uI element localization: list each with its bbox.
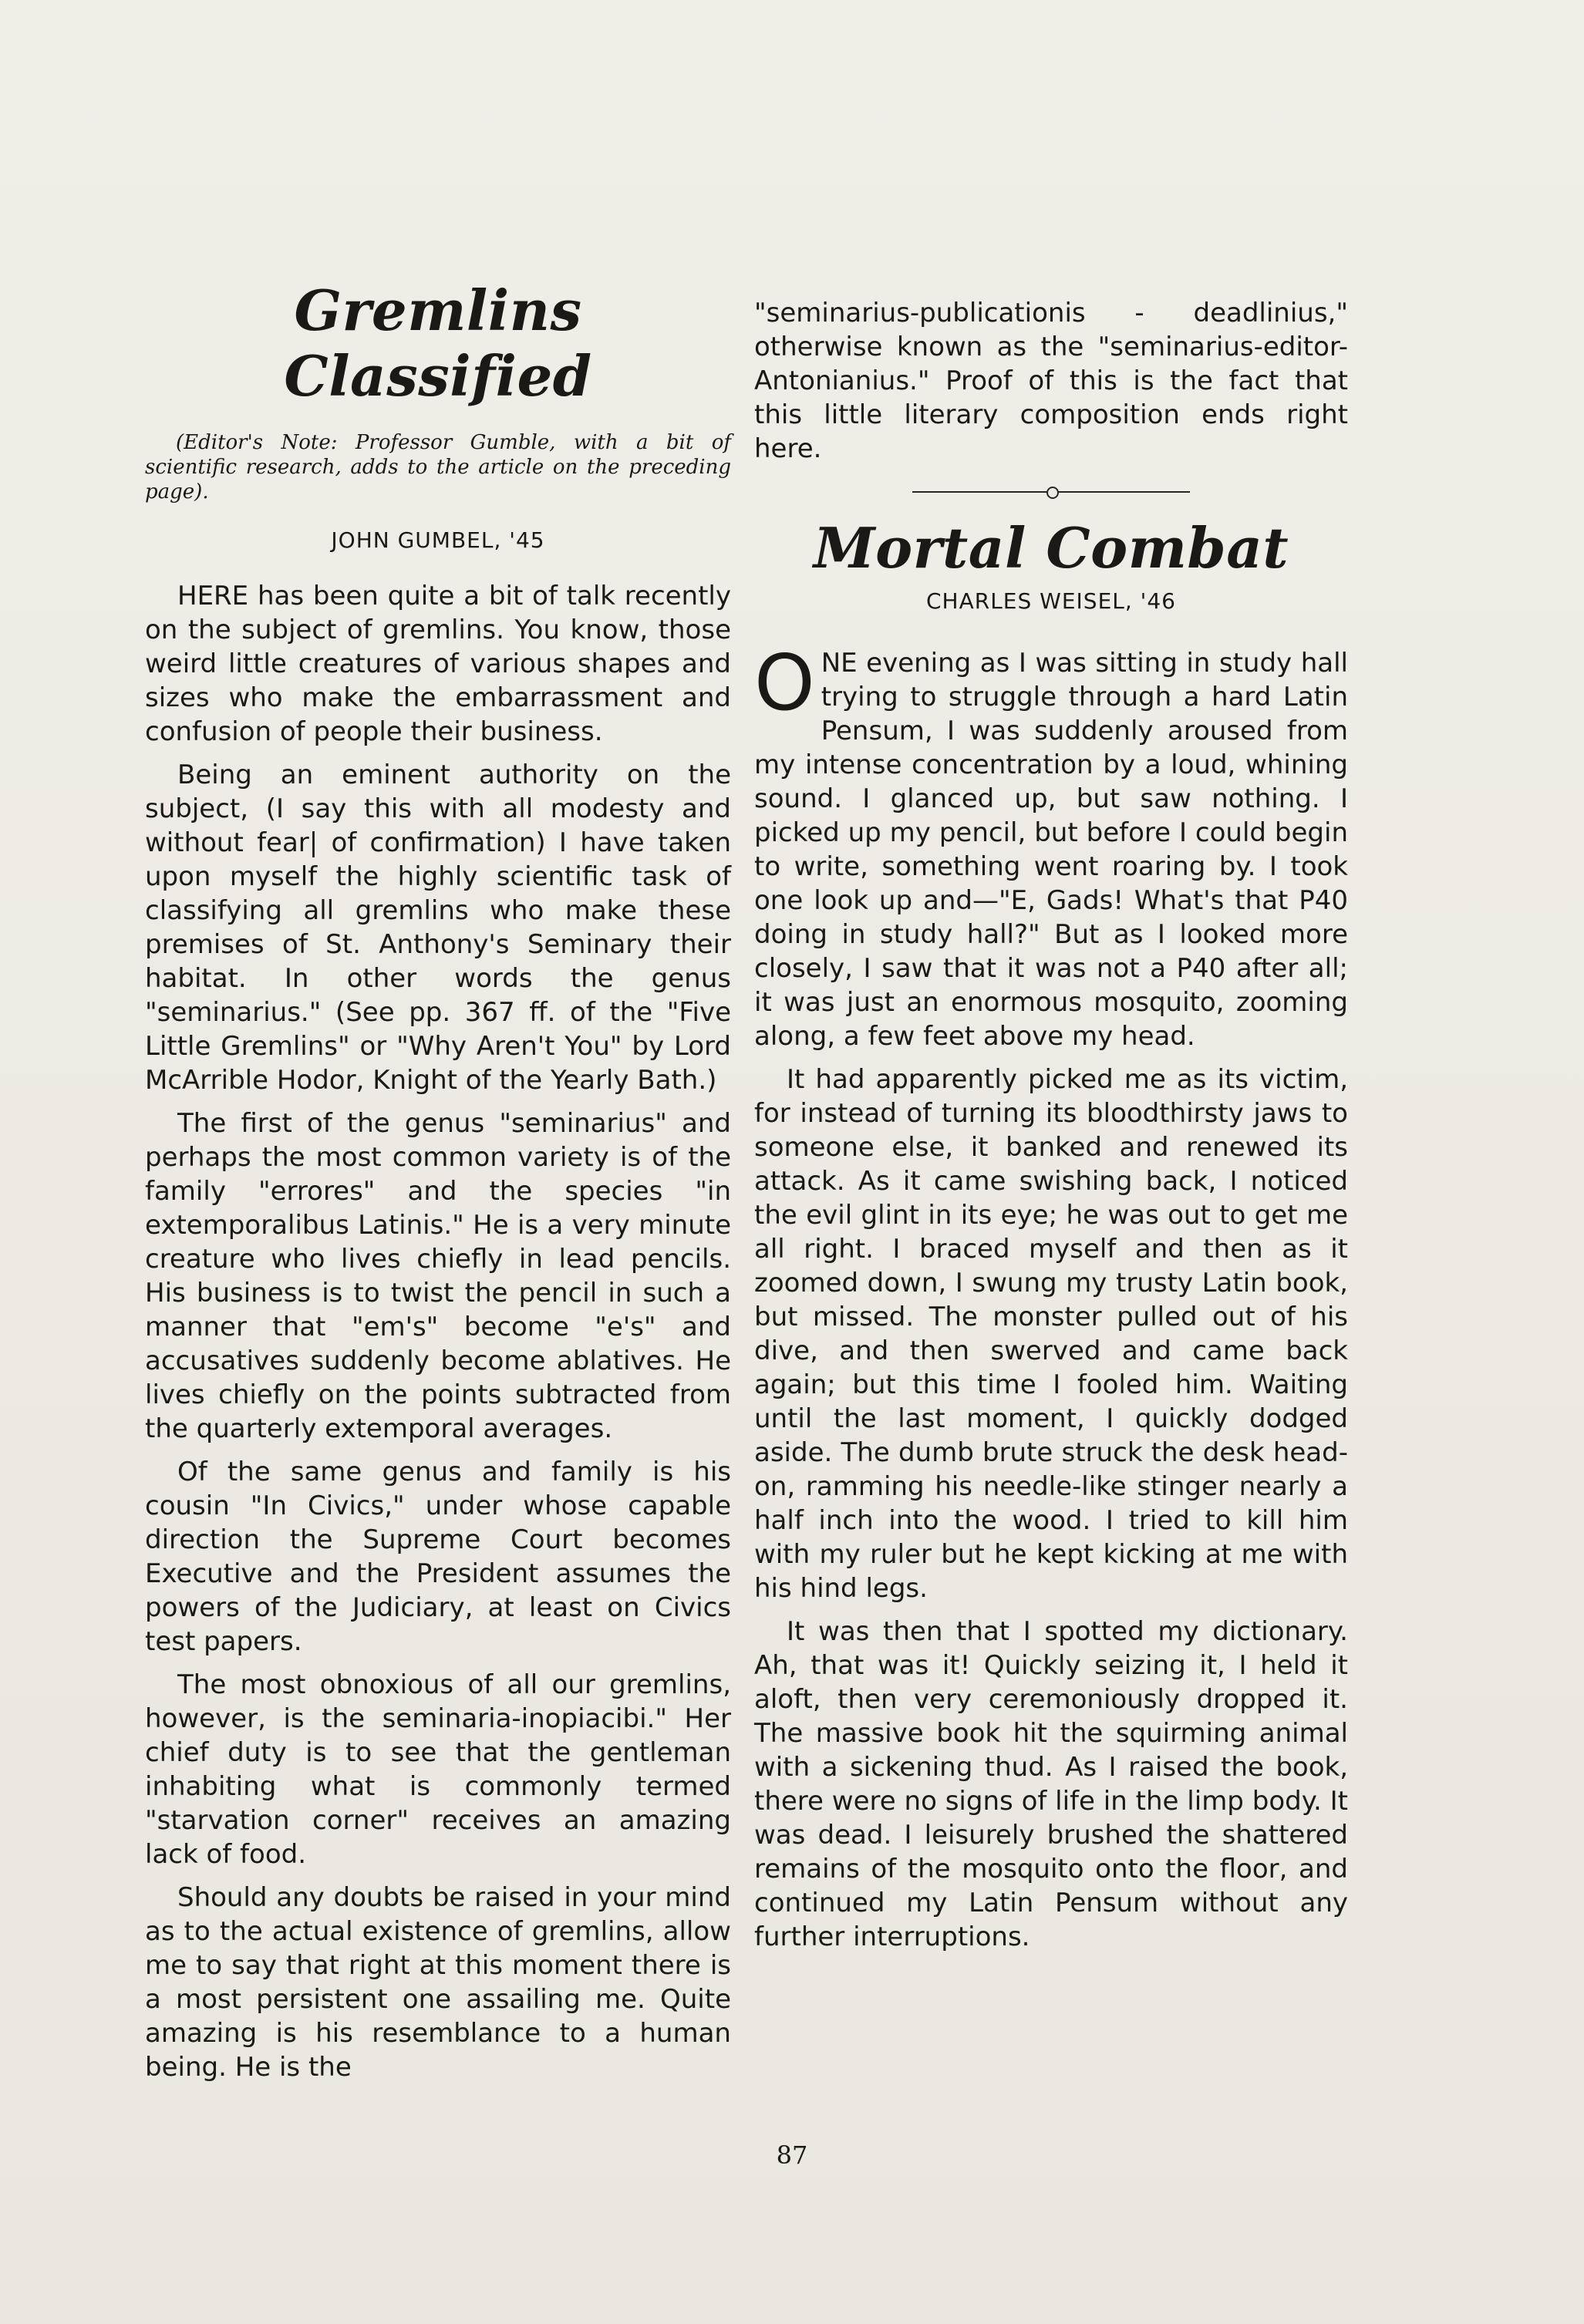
page-number: 87	[776, 2140, 808, 2170]
mortal-combat-title: Mortal Combat	[813, 515, 1289, 581]
gremlins-paragraph: The most obnoxious of all our gremlins, however, is the seminaria-inopiacibi." Her chief duty is to see that the gentleman inhabiting what is commonly termed "starvation corner" receives an amazing lack of food.	[145, 1669, 731, 1870]
gremlins-paragraph: Being an eminent authority on the subject, (I say this with all modesty and without fear| of confirmation) I have taken upon myself the highly scientific task of classifying all gremlins who make these premises of St. Anthony's Seminary their habitat. In other words the genus "seminarius." (See pp. 367 ff. of the "Five Little Gremlins" or "Why Aren't You" by Lord McArrible Hodor, Knight of the Yearly Bath.)	[145, 760, 731, 1096]
left-column	[145, 278, 731, 2093]
mortal-combat-first-paragraph	[754, 638, 1348, 1053]
section-divider	[912, 484, 1190, 500]
editor-note: (Editor's Note: Professor Gumble, with a bit of scientific research, adds to the article on the preceding page).	[145, 431, 731, 504]
gremlins-paragraph: HERE has been quite a bit of talk recently on the subject of gremlins. You know, those weird little creatures of various shapes and sizes who make the embarrassment and confusion of people their business.	[145, 581, 731, 747]
gremlins-title: Gremlins Classified	[284, 278, 592, 409]
mortal-combat-byline: CHARLES WEISEL, '46	[925, 588, 1176, 614]
divider-ornament	[1046, 487, 1059, 499]
gremlins-paragraph: Should any doubts be raised in your mind as to the actual existence of gremlins, allow me to say that right at this moment there is a most persistent one assailing me. Quite amazing is his resemblance to a human being. He is the	[145, 1882, 731, 2083]
mortal-combat-paragraph: It was then that I spotted my dictionary. Ah, that was it! Quickly seizing it, I held it aloft, then very ceremoniously dropped it. The massive book hit the squirming animal with a sickening thud. As I raised the book, there were no signs of life in the limp body. It was dead. I leisurely brushed the shattered remains of the mosquito onto the floor, and continued my Latin Pensum without any further interruptions.	[754, 1616, 1348, 1952]
gremlins-paragraph: Of the same genus and family is his cousin "In Civics," under whose capable direction the Supreme Court becomes Executive and the President assumes the powers of the Judiciary, at least on Civics test papers.	[145, 1457, 731, 1657]
first-paragraph-text: NE evening as I was sitting in study hall trying to struggle through a hard Latin Pensum, I was suddenly aroused from my intense concentration by a loud, whining sound. I glanced up, but saw nothing. I picked up my pencil, but before I could begin to write, something went roaring by. I took one look up and—"E, Gads! What's that P40 doing in study hall?" But as I looked more closely, I saw that it was not a P40 after all; it was just an enormous mosquito, zooming along, a few feet above my head.	[754, 648, 1348, 1052]
gremlins-byline: JOHN GUMBEL, '45	[331, 527, 545, 553]
mortal-combat-paragraph: It had apparently picked me as its victim, for instead of turning its bloodthirsty jaws to someone else, it banked and renewed its attack. As it came swishing back, I noticed the evil glint in its eye; he was out to get me all right. I braced myself and then as it zoomed down, I swung my trusty Latin book, but missed. The monster pulled out of his dive, and then swerved and came back again; but this time I fooled him. Waiting until the last moment, I quickly dodged aside. The dumb brute struck the desk head-on, ramming his needle-like stinger nearly a half inch into the wood. I tried to kill him with my ruler but he kept kicking at me with his hind legs.	[754, 1064, 1348, 1604]
drop-cap: O	[754, 638, 815, 728]
gremlins-paragraph: The first of the genus "seminarius" and perhaps the most common variety is of the family "errores" and the species "in extemporalibus Latinis." He is a very minute creature who lives chiefly in lead pencils. His business is to twist the pencil in such a manner that "em's" become "e's" and accusatives suddenly become ablatives. He lives chiefly on the points subtracted from the quarterly extemporal averages.	[145, 1108, 731, 1444]
right-column	[754, 296, 1348, 1963]
gremlins-continuation: "seminarius-publicationis - deadlinius," otherwise known as the "seminarius-editor-Antonianius." Proof of this is the fact that this little literary composition ends right here.	[754, 298, 1348, 464]
